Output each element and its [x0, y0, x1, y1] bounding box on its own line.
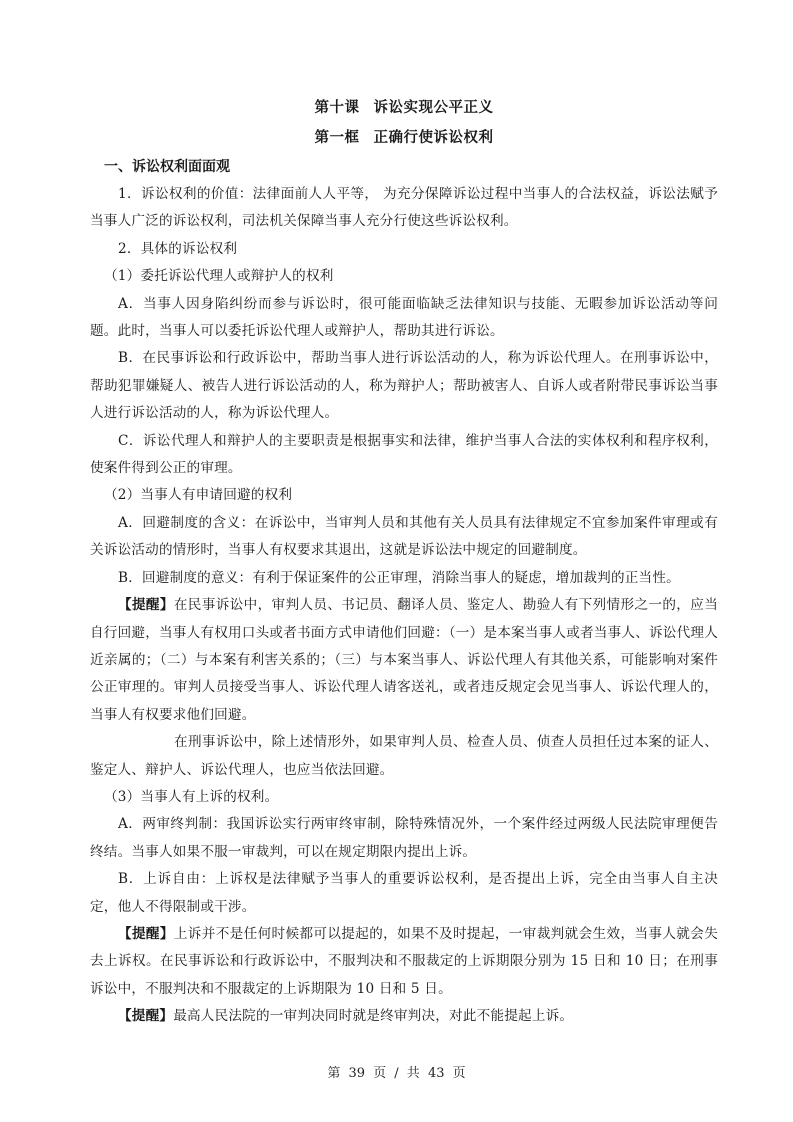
- paragraph-appeal-a: A．两审终判制：我国诉讼实行两审终审制，除特殊情况外，一个案件经过两级人民法院审理便告终结。当事人如果不服一审裁判，可以在规定期限内提出上诉。: [90, 816, 718, 860]
- reminder-supreme-court: [90, 1003, 718, 1030]
- subheading-appeal: （3）当事人有上诉的权利。: [104, 788, 279, 805]
- paragraph-recusal-a: A．回避制度的含义：在诉讼中，当审判人员和其他有关人员具有法律规定不宜参加案件审理或有关诉讼活动的情形时，当事人有权要求其退出，这就是诉讼法中规定的回避制度。: [90, 514, 718, 559]
- paragraph-entrust-c: C．诉讼代理人和辩护人的主要职责是根据事实和法律，维护当事人合法的实体权利和程序权利，使案件得到公正的审理。: [90, 432, 718, 477]
- lesson-title: [90, 93, 718, 123]
- reminder-appeal-deadline: [90, 921, 718, 1003]
- paragraph-entrust-a: A．当事人因身陷纠纷而参与诉讼时，很可能面临缺乏法律知识与技能、无暇参加诉讼活动等问题。此时，当事人可以委托诉讼代理人或辩护人，帮助其进行诉讼。: [90, 295, 718, 340]
- lesson-title-text: 诉讼实现公平正义: [373, 99, 494, 116]
- paragraph-appeal-b: B．上诉自由：上诉权是法律赋予当事人的重要诉讼权利，是否提出上诉，完全由当事人自主决定，他人不得限制或干涉。: [90, 871, 718, 915]
- reminder-supreme-court-text: 最高人民法院的一审判决同时就是终审判决，对此不能提起上诉。: [173, 1008, 574, 1025]
- subheading-entrust-agent: （1）委托诉讼代理人或辩护人的权利: [104, 268, 334, 285]
- subheading-recusal: （2）当事人有申请回避的权利: [104, 487, 293, 504]
- reminder-appeal-deadline-text: 上诉并不是任何时候都可以提起的，如果不及时提起，一审裁判就会生效，当事人就会失去上诉权。在民事诉讼和行政诉讼中，不服判决和不服裁定的上诉期限分别为 15 日和 10 日；在刑事诉讼中，不服判决和不服裁定的上诉期限为 10 日和 5 日。: [90, 925, 718, 997]
- document-page: [90, 93, 718, 1031]
- reminder-label: 【提醒】: [118, 1008, 174, 1025]
- page-number: 第 39 页 / 共 43 页: [327, 1066, 466, 1081]
- paragraph-recusal-b: B．回避制度的意义：有利于保证案件的公正审理，消除当事人的疑虑，增加裁判的正当性。: [118, 569, 680, 586]
- frame-title: [90, 123, 718, 153]
- reminder-label: 【提醒】: [118, 925, 174, 942]
- paragraph-specific-rights: 2．具体的诉讼权利: [118, 240, 238, 257]
- frame-title-text: 正确行使诉讼权利: [373, 129, 494, 146]
- frame-title-prefix: 第一框: [314, 129, 360, 146]
- lesson-title-prefix: 第十课: [314, 99, 360, 116]
- paragraph-entrust-b: B．在民事诉讼和行政诉讼中，帮助当事人进行诉讼活动的人，称为诉讼代理人。在刑事诉讼中，帮助犯罪嫌疑人、被告人进行诉讼活动的人，称为辩护人；帮助被害人、自诉人或者附带民事诉讼当事人进行诉讼活动的人，称为诉讼代理人。: [90, 350, 718, 422]
- section-heading: 一、诉讼权利面面观: [104, 159, 230, 175]
- reminder-recusal: [90, 592, 718, 729]
- reminder-recusal-criminal: 在刑事诉讼中，除上述情形外，如果审判人员、检查人员、侦查人员担任过本案的证人、鉴定人、辩护人、诉讼代理人，也应当依法回避。: [90, 734, 718, 778]
- paragraph-value-of-rights: 1．诉讼权利的价值：法律面前人人平等， 为充分保障诉讼过程中当事人的合法权益，诉讼法赋予当事人广泛的诉讼权利，司法机关保障当事人充分行使这些诉讼权利。: [90, 186, 718, 230]
- reminder-recusal-text: 在民事诉讼中，审判人员、书记员、翻译人员、鉴定人、勘验人有下列情形之一的，应当自行回避，当事人有权用口头或者书面方式申请他们回避：（一）是本案当事人或者当事人、诉讼代理人近亲属的；（二）与本案有利害关系的；（三）与本案当事人、诉讼代理人有其他关系，可能影响对案件公正审理的。审判人员接受当事人、诉讼代理人请客送礼，或者违反规定会见当事人、诉讼代理人的，当事人有权要求他们回避。: [90, 597, 718, 723]
- reminder-label: 【提醒】: [118, 597, 174, 614]
